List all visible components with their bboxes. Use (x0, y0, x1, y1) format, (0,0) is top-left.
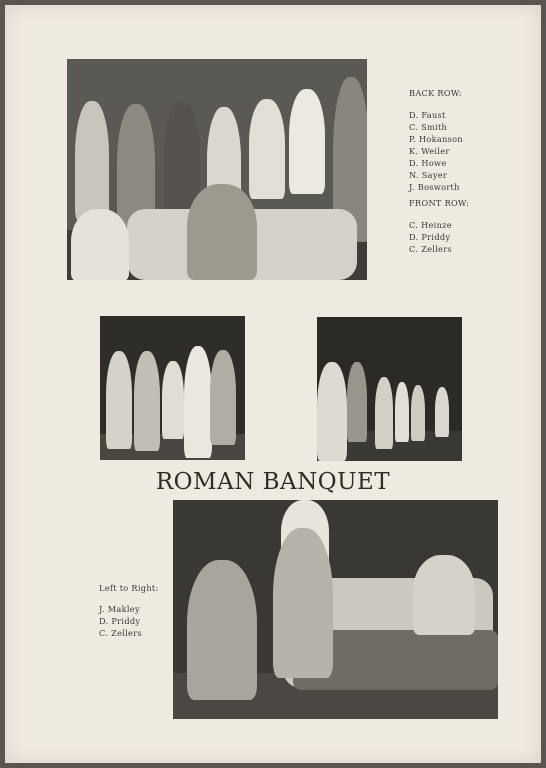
back-row-name: J. Bosworth (409, 182, 460, 192)
back-row-name: C. Smith (409, 122, 448, 132)
bottom-caption-heading: Left to Right: (99, 583, 159, 593)
back-row-name: P. Hokanson (409, 134, 463, 144)
bottom-caption-name: C. Zellers (99, 628, 142, 638)
front-row-heading: FRONT ROW: (409, 198, 470, 208)
bottom-caption-name: J. Makley (99, 604, 140, 614)
back-row-name: D. Howe (409, 158, 447, 168)
middle-right-photo (317, 317, 462, 461)
page-title: ROMAN BANQUET (155, 469, 391, 495)
back-row-name: N. Sayer (409, 170, 448, 180)
front-row-name: D. Priddy (409, 232, 451, 242)
front-row-name: C. Heinze (409, 220, 452, 230)
yearbook-page (5, 5, 541, 763)
bottom-caption-name: D. Priddy (99, 616, 141, 626)
middle-left-photo (100, 316, 245, 460)
bottom-caption (99, 582, 159, 639)
bottom-photo (173, 500, 498, 719)
group-photo-top (67, 59, 367, 280)
front-row-name: C. Zellers (409, 244, 452, 254)
back-row-name: D. Faust (409, 110, 446, 120)
back-row-heading: BACK ROW: (409, 88, 462, 98)
back-row-name: K. Weiler (409, 146, 450, 156)
top-caption (409, 87, 469, 255)
